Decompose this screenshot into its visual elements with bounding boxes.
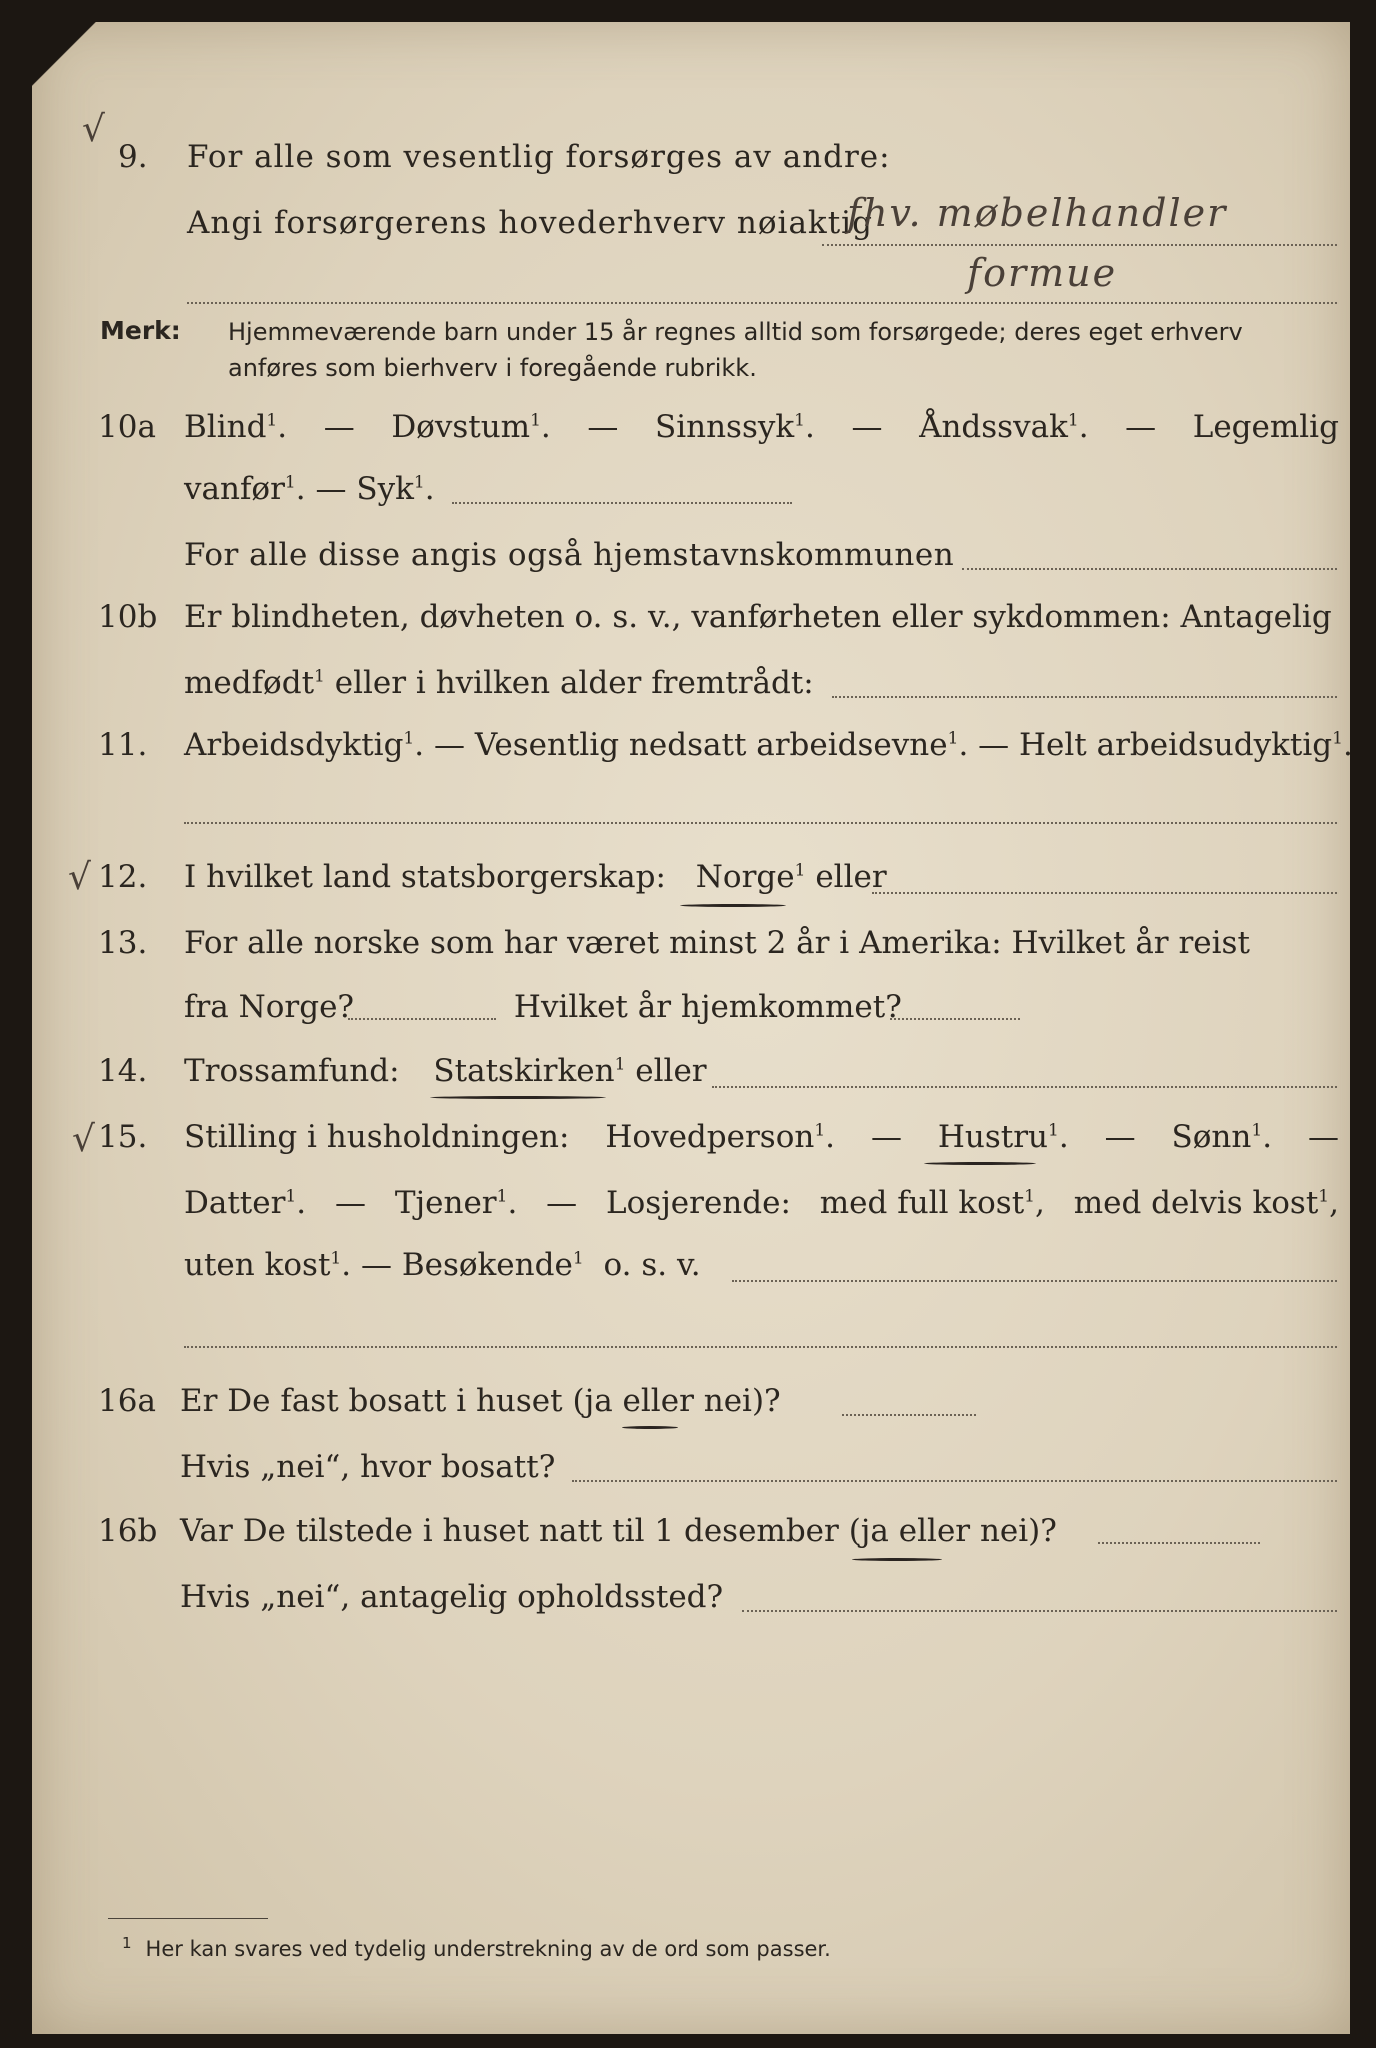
dash: — — [315, 471, 347, 507]
option-delvis-kost: med delvis kost$^1$, — [1073, 1185, 1339, 1221]
option-norge: Norge$^1$ — [695, 859, 806, 895]
q16b-opholdssted-line — [742, 1610, 1337, 1612]
option-uten-kost: uten kost$^1$. — [184, 1247, 352, 1283]
q11-answer-line — [184, 822, 1337, 824]
dash: — — [587, 409, 619, 445]
underline-ja-16a — [622, 1426, 678, 1429]
option-blind: Blind$^1$. — [184, 409, 288, 445]
q12-number: 12. — [98, 859, 148, 895]
option-arbeidsdyktig: Arbeidsdyktig — [184, 727, 404, 763]
underline-statskirken — [430, 1096, 606, 1099]
q13-number: 13. — [98, 925, 148, 961]
q16a-line1: Er De fast bosatt i huset (ja eller nei)? — [180, 1383, 781, 1419]
option-arbeidsudyktig: Helt arbeidsudyktig — [1019, 727, 1333, 763]
option-andssvak: Åndssvak$^1$. — [919, 409, 1089, 445]
underline-ja-16b — [852, 1558, 942, 1561]
option-sinnssyk: Sinnssyk$^1$. — [654, 409, 815, 445]
option-medfodt: medfødt — [184, 665, 315, 701]
option-besokende: Besøkende$^1$ — [401, 1247, 584, 1283]
option-nedsatt-arbeidsevne: Vesentlig nedsatt arbeidsevne — [474, 727, 948, 763]
q10a-line1 — [184, 409, 1339, 445]
q9-answer-line-2 — [187, 302, 1337, 304]
q12-answer-line — [872, 892, 1337, 894]
q13-line1: For alle norske som har været minst 2 år i Amerika: Hvilket år reist — [184, 925, 1250, 961]
option-ja: (ja — [572, 1383, 613, 1419]
q9-handwritten-formue: formue — [967, 251, 1118, 295]
option-hovedperson: Hovedperson$^1$. — [605, 1119, 836, 1155]
census-form-page — [32, 22, 1353, 2034]
q11-line: Arbeidsdyktig$^1$. — Vesentlig nedsatt arbeidsevne$^1$. — Helt arbeidsudyktig$^1$. — [184, 727, 1353, 763]
underline-norge — [680, 904, 786, 907]
q10b-alder-text: eller i hvilken alder fremtrådt: — [334, 665, 814, 701]
option-syk: Syk$^1$. — [356, 471, 435, 507]
q9-handwritten-occupation: fhv. møbelhandler — [847, 191, 1228, 235]
q13-hjemkommet-line — [890, 1018, 1020, 1020]
option-losjerende: Losjerende: — [606, 1185, 791, 1221]
option-hustru: Hustru$^1$. — [937, 1119, 1069, 1155]
q12-line: I hvilket land statsborgerskap: Norge$^1$ eller — [184, 859, 887, 895]
option-ja: (ja — [848, 1513, 889, 1549]
q14-number: 14. — [98, 1053, 148, 1089]
option-vanfor: vanfør$^1$. — [184, 471, 306, 507]
option-datter: Datter$^1$. — [184, 1185, 307, 1221]
option-legemlig: Legemlig — [1192, 409, 1339, 445]
q15-answer-line-2 — [184, 1346, 1337, 1348]
q16a-line2: Hvis „nei“, hvor bosatt? — [180, 1449, 556, 1485]
check-mark-icon: √ — [72, 1119, 95, 1160]
footnote-rule — [108, 1918, 268, 1919]
check-mark-icon: √ — [68, 857, 91, 898]
q10a-number: 10a — [98, 409, 156, 445]
q9-number: 9. — [118, 139, 148, 175]
q10a-answer-line — [452, 502, 792, 504]
q16b-answer-line — [1098, 1542, 1260, 1544]
q9-answer-line — [822, 244, 1337, 246]
option-statskirken: Statskirken$^1$ — [433, 1053, 626, 1089]
merk-label: Merk: — [100, 316, 181, 345]
merk-line1: Hjemmeværende barn under 15 år regnes alltid som forsørgede; deres eget erhverv — [228, 318, 1243, 346]
q10a-line3: For alle disse angis også hjemstavnskommunen — [184, 537, 955, 573]
dash: — — [323, 409, 355, 445]
q16b-line2: Hvis „nei“, antagelig opholdssted? — [180, 1579, 724, 1615]
q14-line: Trossamfund: Statskirken$^1$ eller — [184, 1053, 707, 1089]
q16b-line1: Var De tilstede i huset natt til 1 desember (ja eller nei)? — [180, 1513, 1057, 1549]
q15-label: Stilling i husholdningen: — [184, 1119, 570, 1155]
q10b-line1: Er blindheten, døvheten o. s. v., vanførheten eller sykdommen: Antagelig — [184, 599, 1332, 635]
q10a-line2 — [184, 471, 435, 507]
q13-line2: fra Norge? Hvilket år hjemkommet? — [184, 989, 902, 1025]
q13-reist-line — [348, 1018, 496, 1020]
q15-answer-line — [732, 1280, 1337, 1282]
q11-number: 11. — [98, 727, 148, 763]
q10b-answer-line — [832, 696, 1337, 698]
underline-hustru — [924, 1162, 1036, 1165]
option-tjener: Tjener$^1$. — [394, 1185, 518, 1221]
option-full-kost: med full kost$^1$, — [819, 1185, 1045, 1221]
q16b-number: 16b — [98, 1513, 158, 1549]
q10b-number: 10b — [98, 599, 158, 635]
q15-line1: Stilling i husholdningen: Hovedperson$^1$. — Hustru$^1$. — Sønn$^1$. — — [184, 1119, 1339, 1155]
merk-line2: anføres som bierhverv i foregående rubrikk. — [228, 354, 757, 382]
dash: — — [851, 409, 883, 445]
footnote: $^1$ Her kan svares ved tydelig understrekning av de ord som passer. — [122, 1934, 831, 1961]
dash: — — [1125, 409, 1157, 445]
q16a-bosatt-line — [572, 1480, 1337, 1482]
q15-number: 15. — [98, 1119, 148, 1155]
q10b-line2: medfødt$^1$ eller i hvilken alder fremtrådt: — [184, 665, 814, 701]
q15-line2: Datter$^1$. — Tjener$^1$. — Losjerende: med full kost$^1$, med delvis kost$^1$, — [184, 1185, 1339, 1221]
q15-line3: uten kost$^1$. — Besøkende$^1$ o. s. v. — [184, 1247, 701, 1283]
q10a-hjemstavn-line — [962, 568, 1337, 570]
q16a-number: 16a — [98, 1383, 156, 1419]
q9-line2: Angi forsørgerens hovederhverv nøiaktig — [187, 205, 873, 241]
q9-line1: For alle som vesentlig forsørges av andre: — [187, 139, 891, 175]
option-sonn: Sønn$^1$. — [1171, 1119, 1273, 1155]
q14-answer-line — [712, 1086, 1337, 1088]
check-mark-icon: √ — [82, 109, 105, 150]
q16a-answer-line — [842, 1414, 976, 1416]
option-dovstum: Døvstum$^1$. — [391, 409, 551, 445]
